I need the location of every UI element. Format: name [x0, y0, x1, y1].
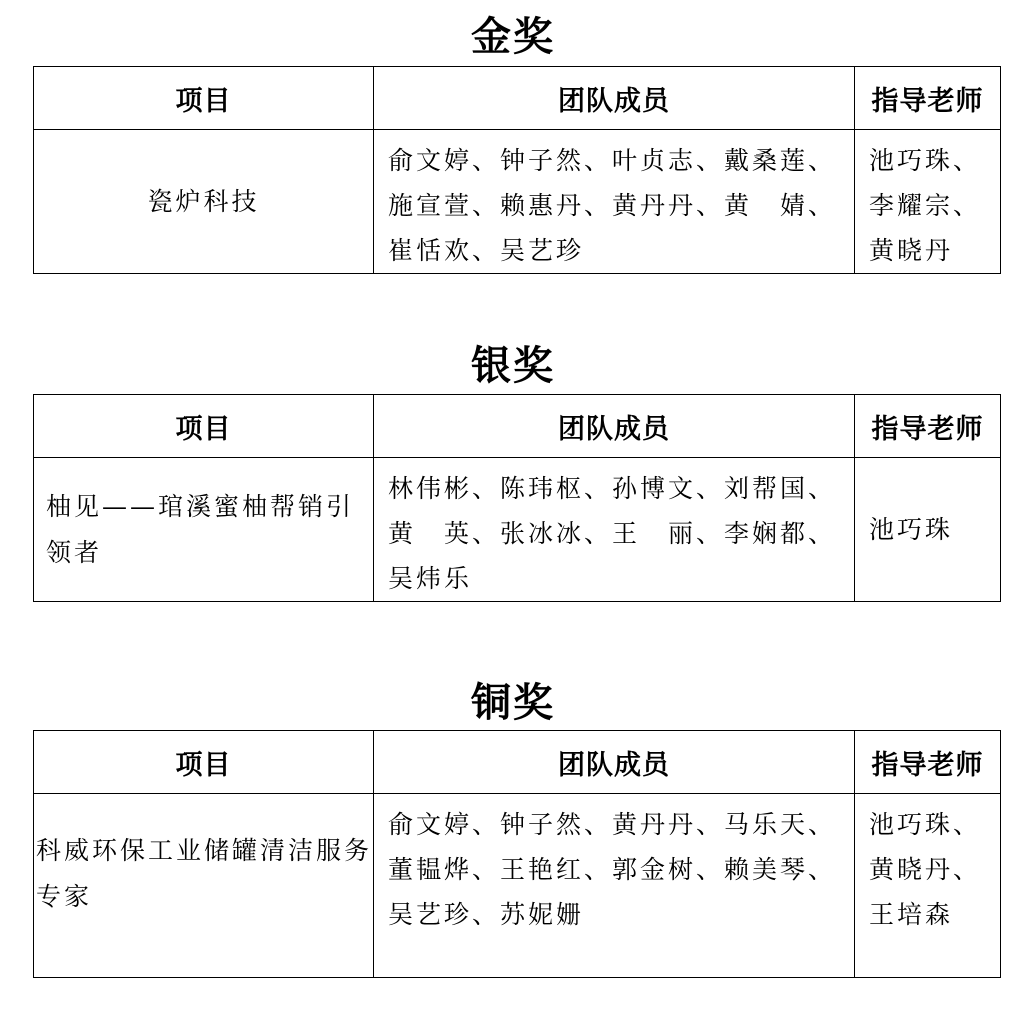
- project-cell: [34, 458, 374, 602]
- header-members: 团队成员: [374, 395, 855, 458]
- project-name: 瓷炉科技: [147, 186, 260, 216]
- project-cell: [34, 130, 374, 274]
- advisor-names: 池巧珠、李耀宗、黄晓丹: [869, 146, 982, 265]
- advisor-names: 池巧珠、黄晓丹、王培森: [869, 810, 982, 929]
- bronze-award-title: 铜奖: [471, 680, 555, 726]
- header-project: 项目: [34, 731, 374, 794]
- table-header-row: [34, 67, 1001, 130]
- header-project: 项目: [34, 395, 374, 458]
- table-header-row: [34, 731, 1001, 794]
- table-header-row: [34, 395, 1001, 458]
- silver-award-title: 银奖: [471, 343, 555, 389]
- header-teacher: 指导老师: [855, 395, 1001, 458]
- project-cell: [34, 794, 374, 978]
- members-cell: [374, 794, 855, 978]
- project-name: 柚见——琯溪蜜柚帮销引领者: [46, 491, 355, 567]
- teacher-cell: [855, 130, 1001, 274]
- gold-award-table: [33, 66, 1001, 274]
- project-name: 科威环保工业储罐清洁服务专家: [36, 836, 373, 911]
- header-teacher: 指导老师: [855, 67, 1001, 130]
- header-members: 团队成员: [374, 67, 855, 130]
- team-members: 俞文婷、钟子然、叶贞志、戴桑莲、施宣萱、赖惠丹、黄丹丹、黄 婧、崔恬欢、吴艺珍: [388, 146, 837, 265]
- bronze-award-table: [33, 730, 1001, 978]
- teacher-cell: [855, 794, 1001, 978]
- table-row: [34, 458, 1001, 602]
- team-members: 俞文婷、钟子然、黄丹丹、马乐天、董韫烨、王艳红、郭金树、赖美琴、吴艺珍、苏妮姗: [388, 810, 837, 929]
- table-row: [34, 794, 1001, 978]
- table-row: [34, 130, 1001, 274]
- members-cell: [374, 458, 855, 602]
- header-project: 项目: [34, 67, 374, 130]
- team-members: 林伟彬、陈玮枢、孙博文、刘帮国、黄 英、张冰冰、王 丽、李娴都、吴炜乐: [388, 474, 837, 593]
- header-teacher: 指导老师: [855, 731, 1001, 794]
- gold-award-title: 金奖: [471, 14, 555, 60]
- header-members: 团队成员: [374, 731, 855, 794]
- members-cell: [374, 130, 855, 274]
- teacher-cell: [855, 458, 1001, 602]
- advisor-names: 池巧珠: [869, 515, 954, 544]
- silver-award-table: [33, 394, 1001, 602]
